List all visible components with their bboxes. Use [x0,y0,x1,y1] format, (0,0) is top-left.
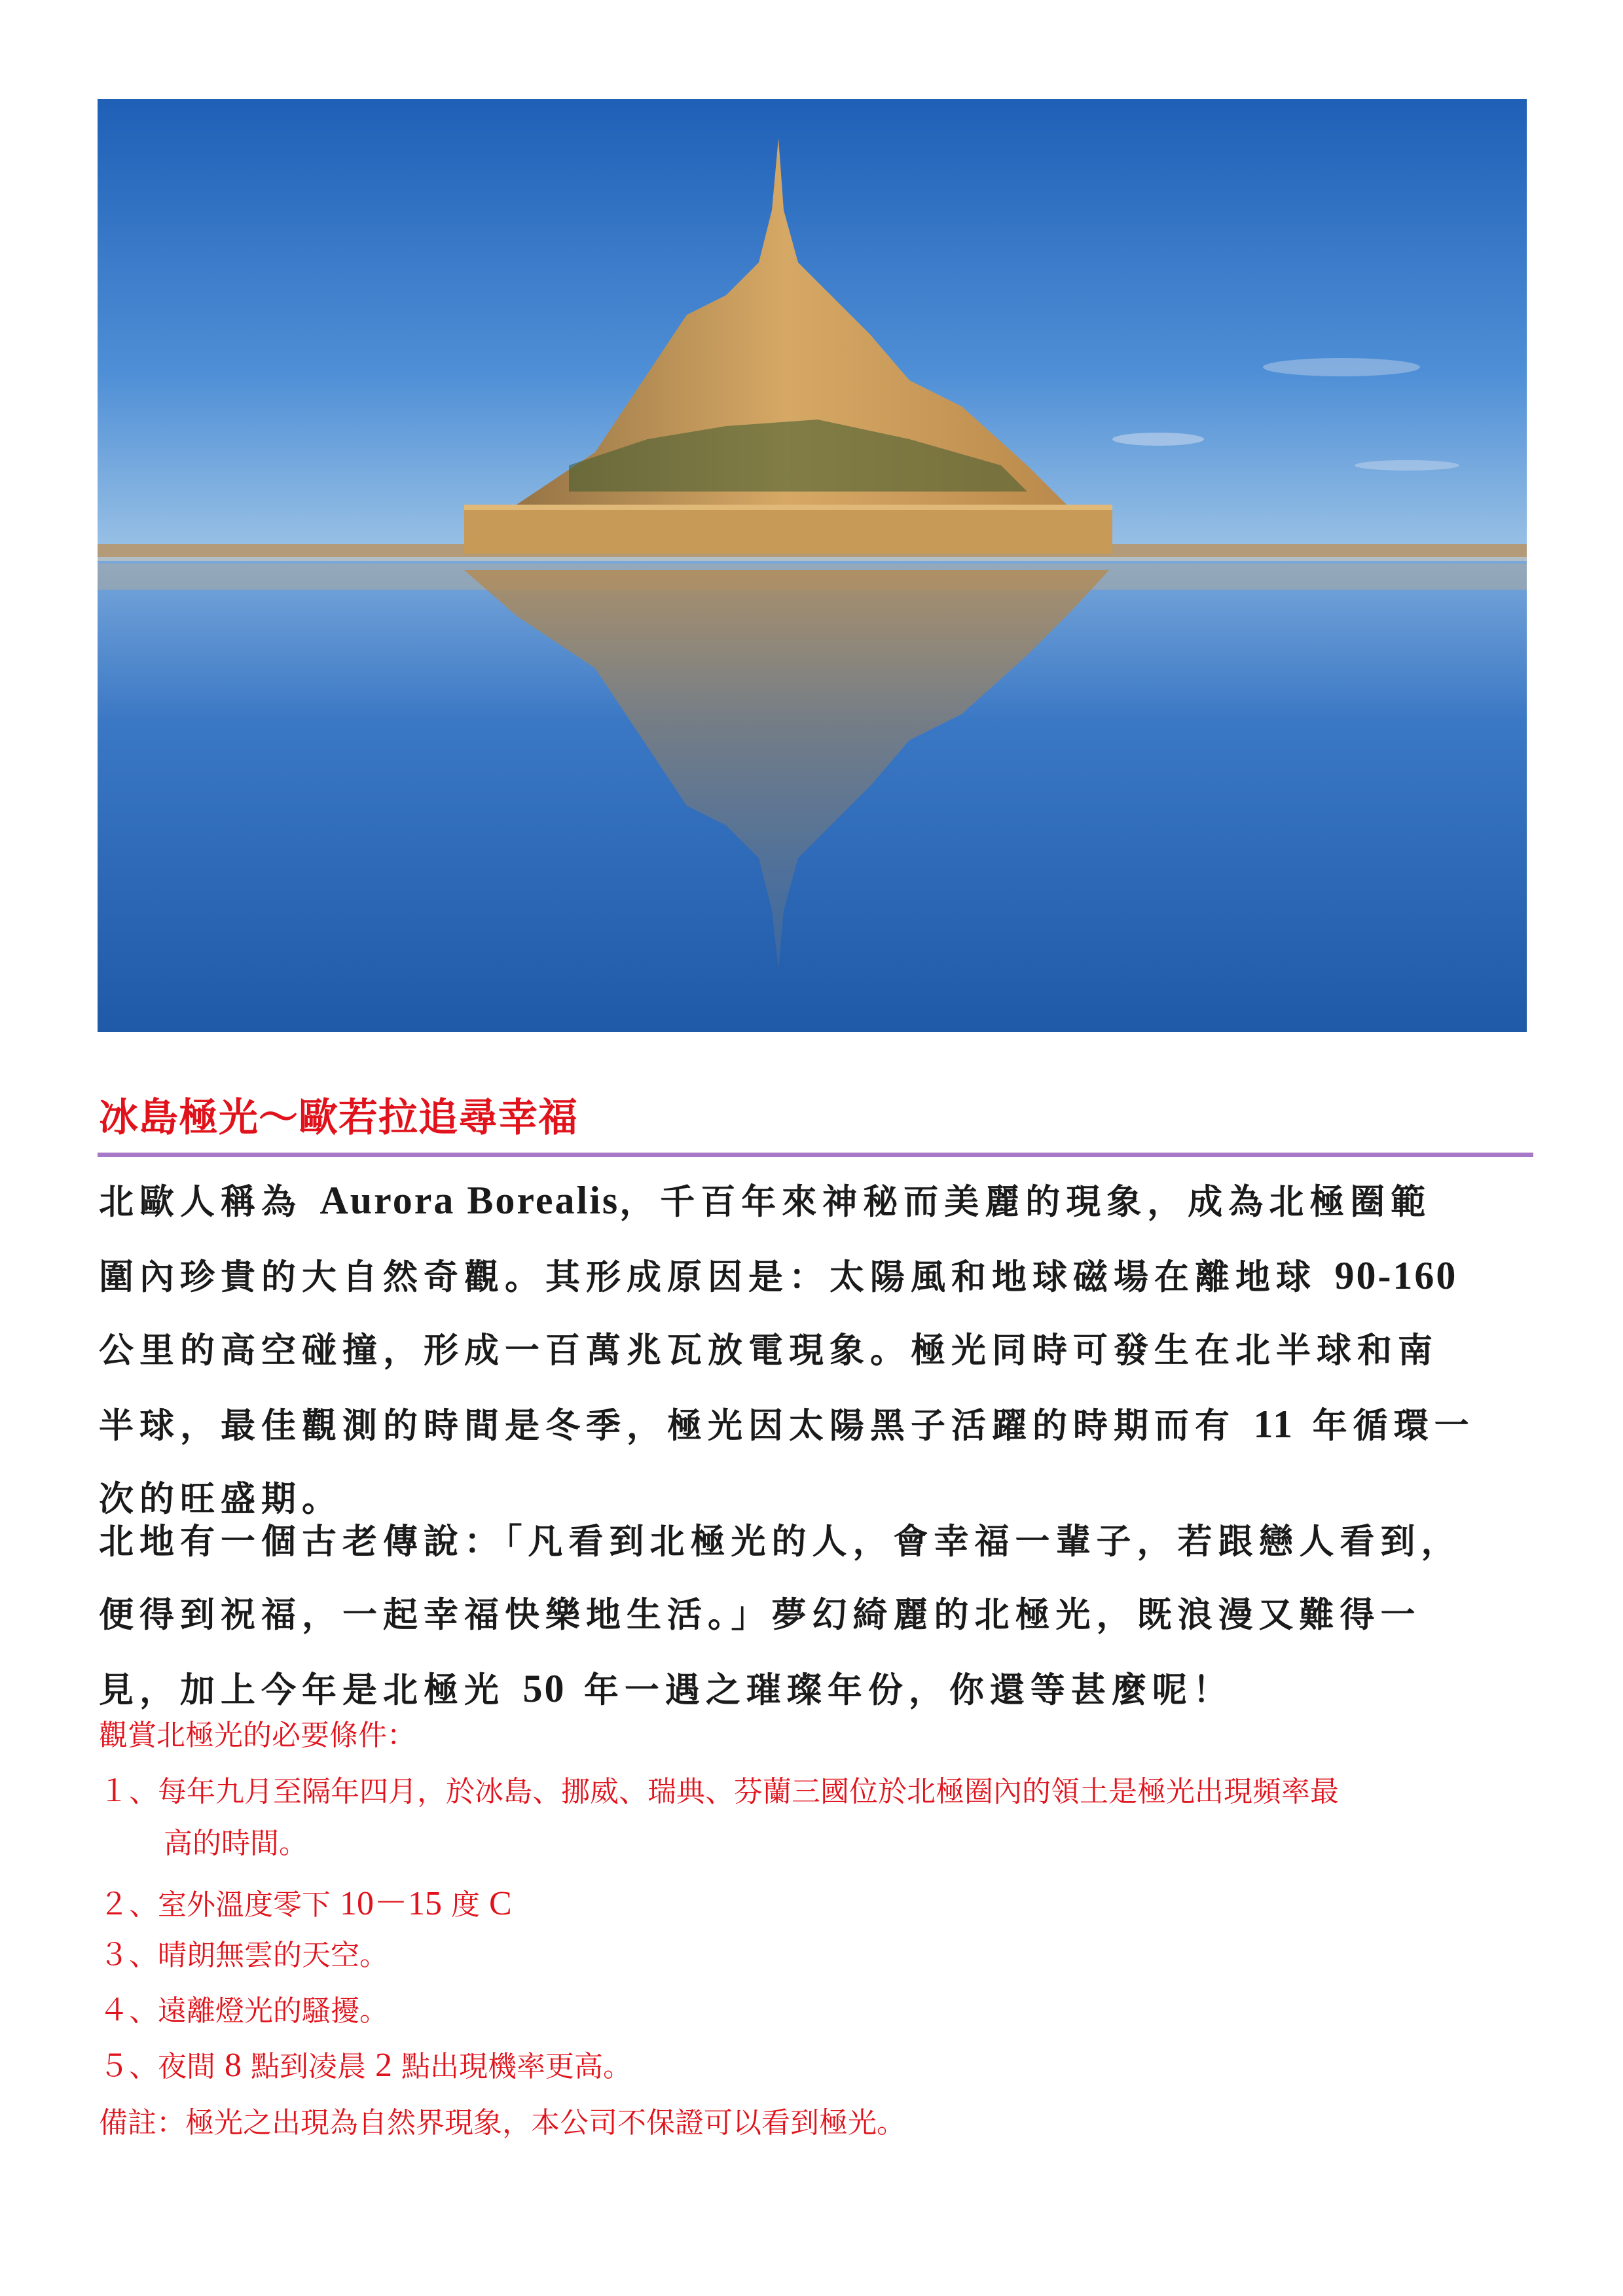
requirement-separator: 、 [129,2050,158,2083]
intro-line-4-a: 半球，最佳觀測的時間是冬季，極光因太陽黑子活躍的時期而有 [99,1406,1235,1446]
temperature-range: 10－15 [340,1885,443,1922]
title-divider [98,1153,1533,1157]
requirement-number: ２ [99,1886,129,1922]
intro-line-4 [99,1403,1475,1446]
requirement-text-end: 點出現機率更高。 [401,2050,632,2083]
requirement-item-1-continued: 高的時間。 [164,1827,308,1860]
aurora-borealis-term: Aurora Borealis [319,1179,620,1222]
intro-line-3: 公里的高空碰撞，形成一百萬兆瓦放電現象。極光同時可發生在北半球和南 [99,1331,1438,1371]
intro-paragraph [99,1164,1533,1536]
requirement-separator: 、 [129,1994,158,2028]
legend-line-3-b: 年一遇之璀璨年份，你還等甚麼呢！ [583,1670,1233,1710]
requirements-heading: 觀賞北極光的必要條件： [99,1719,416,1752]
requirement-item-5 [99,2042,632,2085]
disclaimer-note: 備註：極光之出現為自然界現象，本公司不保證可以看到極光。 [99,2106,905,2140]
intro-line-2 [99,1254,1458,1297]
article-title: 冰島極光～歐若拉追尋幸福 [99,1095,578,1141]
requirement-item-2 [99,1875,512,1924]
requirement-text: 遠離燈光的騷擾。 [158,1994,388,2028]
intro-line-1-b: ，千百年來神秘而美麗的現象，成為北極圈範 [619,1182,1432,1222]
requirement-separator: 、 [129,1888,158,1922]
start-hour: 8 [225,2047,242,2084]
requirement-separator: 、 [129,1775,158,1808]
requirement-text: 晴朗無雲的天空。 [158,1939,388,1972]
intro-line-2-a: 圍內珍貴的大自然奇觀。其形成原因是：太陽風和地球磁場在離地球 [99,1257,1317,1297]
legend-line-3-a: 見，加上今年是北極光 [99,1670,505,1710]
legend-paragraph [99,1505,1533,1727]
intro-line-4-b: 年循環一 [1312,1406,1475,1446]
legend-line-2: 便得到祝福，一起幸福快樂地生活。」夢幻綺麗的北極光，既浪漫又難得一 [99,1595,1421,1635]
cycle-years: 11 [1253,1403,1295,1446]
intro-line-5: 次的旺盛期。 [99,1479,342,1519]
requirement-item-3 [99,1931,388,1974]
requirement-text: 每年九月至隔年四月，於冰島、挪威、瑞典、芬蘭三國位於北極圈內的領土是極光出現頻率最 [158,1775,1339,1808]
requirement-separator: 、 [129,1939,158,1972]
requirement-text-mid: 點到凌晨 [251,2050,366,2083]
requirement-item-4 [99,1986,388,2030]
legend-line-3 [99,1667,1233,1710]
requirement-number: ３ [99,1937,129,1972]
temperature-unit: C [489,1885,512,1922]
requirement-number: ５ [99,2048,129,2083]
requirement-text-degree: 度 [451,1888,481,1922]
requirement-number: １ [99,1773,129,1808]
intro-line-1-a: 北歐人稱為 [99,1182,302,1222]
castle-island-reflection-photo [98,99,1527,1032]
end-hour: 2 [375,2047,392,2084]
altitude-range: 90-160 [1334,1254,1458,1297]
legend-line-1: 北地有一個古老傳說：「凡看到北極光的人，會幸福一輩子，若跟戀人看到， [99,1522,1462,1562]
requirement-item-1 [99,1767,1339,1810]
requirement-text: 室外溫度零下 [158,1888,331,1922]
fifty-year-value: 50 [522,1667,566,1710]
requirement-number: ４ [99,1992,129,2028]
requirement-text: 夜間 [158,2050,215,2083]
header-photo [98,99,1527,1032]
intro-line-1 [99,1179,1432,1222]
